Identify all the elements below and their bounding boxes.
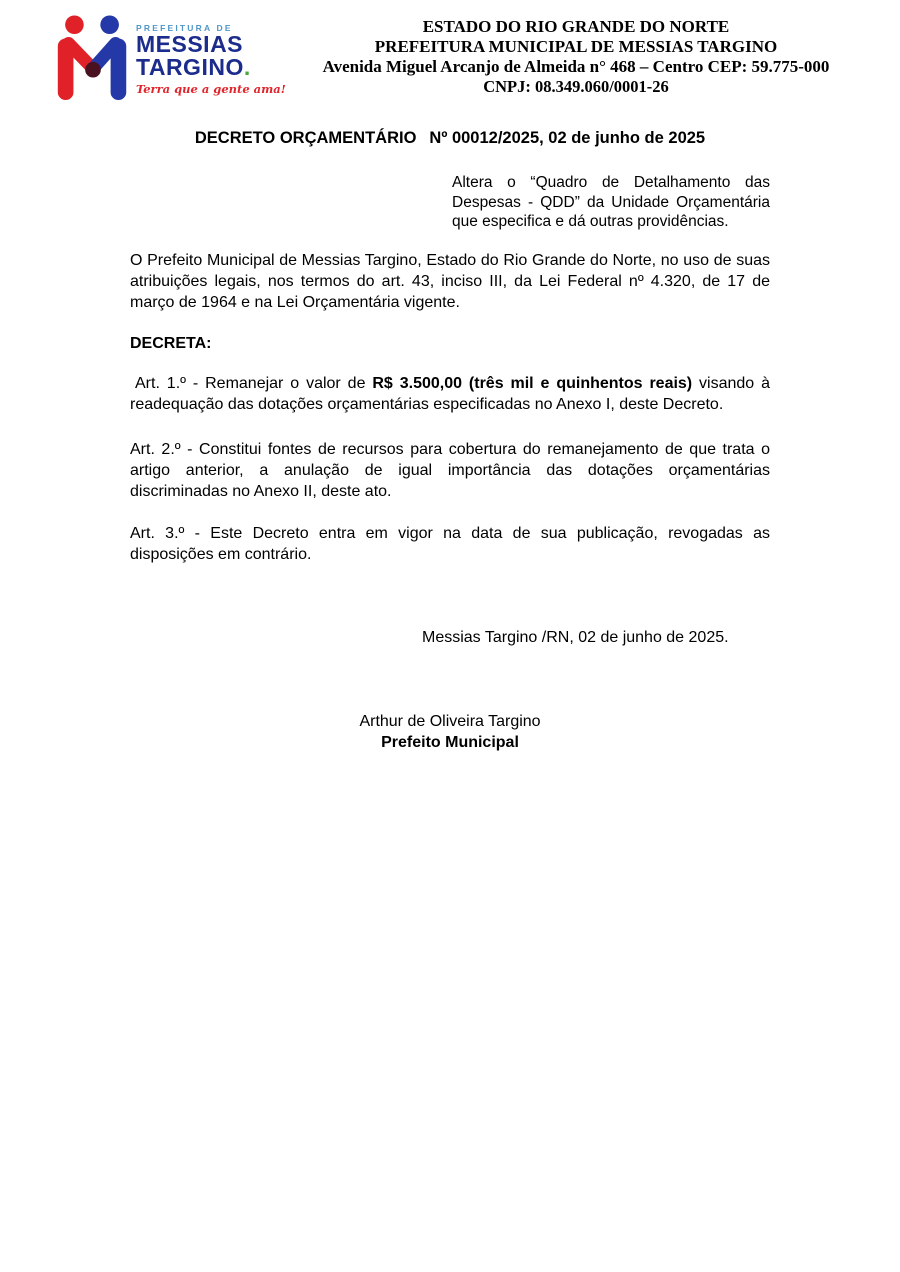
article-2-paragraph: Art. 2.º - Constitui fontes de recursos para cobertura do remanejamento de que trata o artigo anterior, a anulação de igual importância das dotações orçamentárias discriminadas no Anexo II, deste ato. <box>130 440 770 500</box>
header-municipality-line: PREFEITURA MUNICIPAL DE MESSIAS TARGINO <box>374 37 778 56</box>
article-3-paragraph: Art. 3.º - Este Decreto entra em vigor na data de sua publicação, revogadas as disposições em contrário. <box>130 524 770 563</box>
header-cnpj-line: CNPJ: 08.349.060/0001-26 <box>483 77 669 96</box>
logo-green-dot: . <box>243 54 251 81</box>
header-state-line: ESTADO DO RIO GRANDE DO NORTE <box>422 17 730 36</box>
decree-title-number: Nº 00012/2025, 02 de junho de 2025 <box>429 129 706 147</box>
letterhead-text <box>280 14 872 97</box>
preamble-paragraph: O Prefeito Municipal de Messias Targino, Estado do Rio Grande do Norte, no uso de suas atribuições legais, nos termos do art. 43, inciso III, da Lei Federal nº 4.320, de 17 de março de 1964 e na Lei Orçamentária vigente. <box>130 251 770 311</box>
logo-text-prefeitura: PREFEITURA DE <box>136 23 233 33</box>
logo-tagline: Terra que a gente ama! <box>136 81 286 96</box>
decree-body <box>0 129 900 753</box>
header-address-line: Avenida Miguel Arcanjo de Almeida n° 468 – Centro CEP: 59.775-000 <box>322 57 830 76</box>
logo-m-figures-icon <box>52 14 134 102</box>
logo-text-block <box>136 14 286 96</box>
dateline: Messias Targino /RN, 02 de junho de 2025. <box>422 628 729 646</box>
municipality-logo <box>52 14 286 102</box>
ementa-paragraph: Altera o “Quadro de Detalhamento das Despesas - QDD” da Unidade Orçamentária que especifica e dá outras providências. <box>452 174 770 230</box>
article-1-text-pre: Art. 1.º - Remanejar o valor de <box>135 374 373 392</box>
logo-text-targino: TARGINO. <box>136 54 251 81</box>
article-1-text-post: visando à readequação das dotações orçamentárias especificadas no Anexo I, deste Decreto. <box>130 374 770 413</box>
signature-role: Prefeito Municipal <box>381 733 519 751</box>
decreta-heading: DECRETA: <box>130 334 212 352</box>
article-1-paragraph <box>130 373 770 415</box>
decree-title-left: DECRETO ORÇAMENTÁRIO <box>194 129 417 147</box>
signature-name: Arthur de Oliveira Targino <box>359 712 541 730</box>
article-1-amount: R$ 3.500,00 (três mil e quinhentos reais) <box>372 374 693 392</box>
letterhead <box>0 0 900 102</box>
decree-title <box>130 129 770 148</box>
signature-block <box>130 711 770 753</box>
logo-text-messias: MESSIAS <box>136 31 244 57</box>
